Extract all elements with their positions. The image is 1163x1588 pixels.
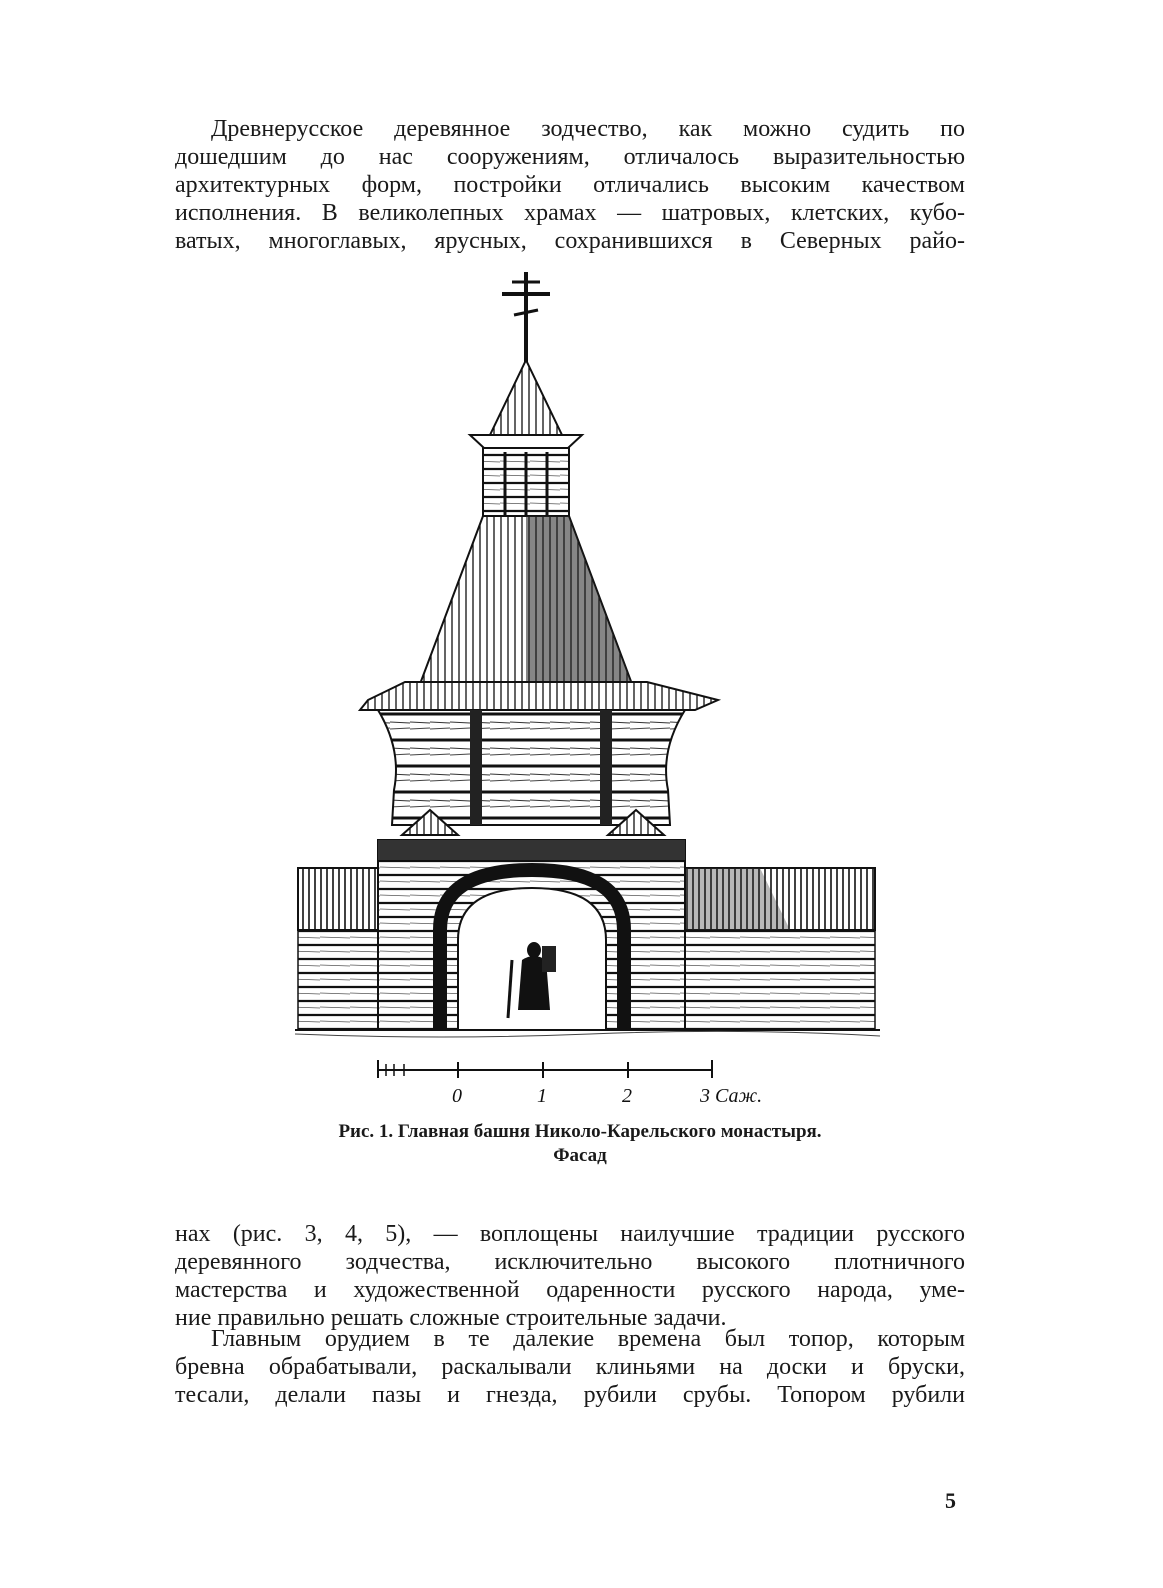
scale-label: 0 [452, 1085, 462, 1107]
text-line: ние правильно решать сложные строительные задачи. [175, 1305, 727, 1331]
upper-spire [490, 360, 562, 435]
paragraph-intro [175, 115, 965, 255]
caption-line: Рис. 1. Главная башня Николо-Карельского монастыря. [338, 1121, 822, 1142]
text-line: деревянного зодчества, исключительно высокого плотничного [175, 1249, 965, 1275]
tower-upper-body [378, 710, 685, 825]
cross-icon [502, 272, 550, 365]
scale-label: 2 [622, 1085, 632, 1107]
text-line: Главным орудием в те далекие времена был топор, которым [211, 1326, 965, 1352]
left-fence [298, 868, 378, 930]
text-line: бревна обрабатывали, раскалывали клиньями на доски и бруски, [175, 1354, 965, 1380]
text-line: Древнерусское деревянное зодчество, как можно судить по [211, 116, 965, 142]
scale-bar [360, 1050, 790, 1110]
tower-illustration [290, 270, 890, 1050]
text-line: ватых, многоглавых, ярусных, сохранившихся в Северных райо- [175, 228, 965, 254]
paragraph-continuation [175, 1220, 965, 1332]
text-line: исполнения. В великолепных храмах — шатровых, клетских, кубо- [175, 200, 965, 226]
page-number: 5 [945, 1488, 956, 1513]
text-line: тесали, делали пазы и гнезда, рубили срубы. Топором рубили [175, 1382, 965, 1408]
scale-label: 3 Саж. [700, 1085, 763, 1107]
paragraph-axe [175, 1325, 965, 1409]
text-line: архитектурных форм, постройки отличались высоким качеством [175, 172, 965, 198]
scale-label: 1 [537, 1085, 547, 1107]
text-line: нах (рис. 3, 4, 5), — воплощены наилучшие традиции русского [175, 1221, 965, 1247]
text-line: дошедшим до нас сооружениям, отличалось выразительностью [175, 144, 965, 170]
text-line: мастерства и художественной одаренности русского народа, уме- [175, 1277, 965, 1303]
figure-caption [200, 1120, 960, 1168]
caption-line: Фасад [553, 1145, 607, 1166]
